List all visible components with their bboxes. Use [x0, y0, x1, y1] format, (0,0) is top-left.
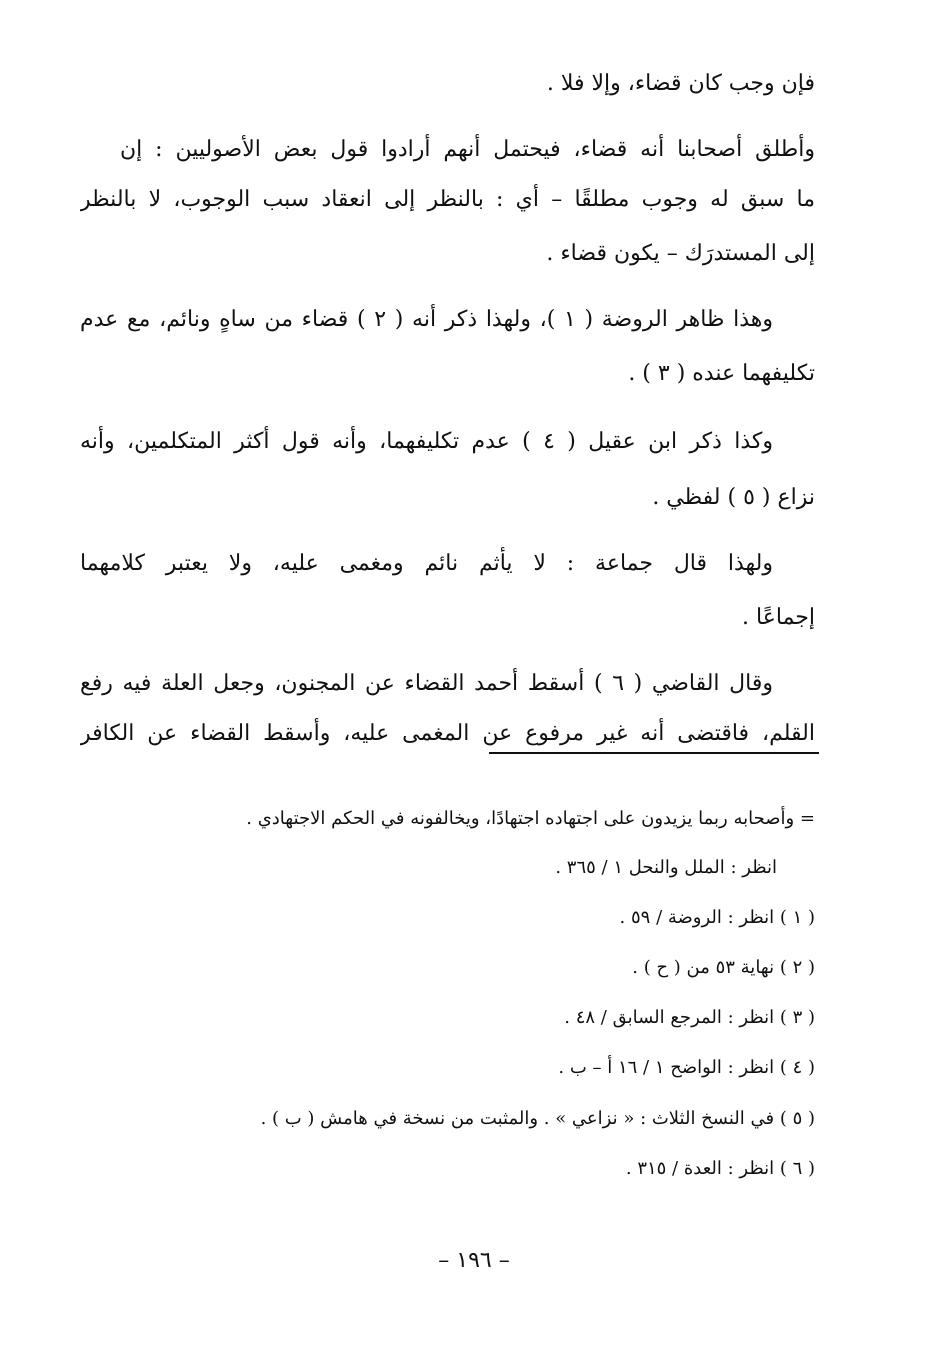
footnote-reference: انظر : الملل والنحل ١ / ٣٦٥ .: [555, 857, 777, 878]
body-line-6: تكليفهما عنده ( ٣ ) .: [628, 361, 815, 386]
footnote-2: ( ٢ ) نهاية ٥٣ من ( ح ) .: [632, 957, 815, 978]
body-line-8: نزاع ( ٥ ) لفظي .: [652, 485, 815, 510]
body-line-3: ما سبق له وجوب مطلقًا – أي : بالنظر إلى انعقاد سبب الوجوب، لا بالنظر: [80, 187, 815, 212]
footnote-4: ( ٤ ) انظر : الواضح ١ / ١٦ أ – ب .: [558, 1057, 815, 1078]
body-line-11: وقال القاضي ( ٦ ) أسقط أحمد القضاء عن المجنون، وجعل العلة فيه رفع: [80, 671, 773, 696]
body-line-2: وأطلق أصحابنا أنه قضاء، فيحتمل أنهم أرادوا قول بعض الأصوليين : إن: [120, 137, 815, 162]
footnote-continuation: = وأصحابه ربما يزيدون على اجتهاده اجتهادًا، ويخالفونه في الحكم الاجتهادي .: [246, 808, 815, 829]
footnote-3: ( ٣ ) انظر : المرجع السابق / ٤٨ .: [564, 1007, 815, 1028]
footnote-5: ( ٥ ) في النسخ الثلاث : « نزاعي » . والمثبت من نسخة في هامش ( ب ) .: [260, 1108, 815, 1129]
footnote-separator: [489, 752, 819, 754]
body-line-4: إلى المستدرَك – يكون قضاء .: [546, 241, 815, 266]
footnote-1: ( ١ ) انظر : الروضة / ٥٩ .: [619, 907, 815, 928]
body-line-10: إجماعًا .: [742, 605, 815, 630]
body-line-5: وهذا ظاهر الروضة ( ١ )، ولهذا ذكر أنه ( ٢ ) قضاء من ساهٍ ونائم، مع عدم: [80, 307, 773, 332]
body-line-7: وكذا ذكر ابن عقيل ( ٤ ) عدم تكليفهما، وأنه قول أكثر المتكلمين، وأنه: [80, 429, 773, 454]
body-line-1: فإن وجب كان قضاء، وإلا فلا .: [546, 71, 815, 96]
body-line-9: ولهذا قال جماعة : لا يأثم نائم ومغمى عليه، ولا يعتبر كلامهما: [80, 551, 773, 576]
footnote-6: ( ٦ ) انظر : العدة / ٣١٥ .: [625, 1158, 815, 1179]
body-line-12: القلم، فاقتضى أنه غير مرفوع عن المغمى عليه، وأسقط القضاء عن الكافر: [80, 721, 815, 746]
page-number: – ١٩٦ –: [438, 1248, 510, 1273]
